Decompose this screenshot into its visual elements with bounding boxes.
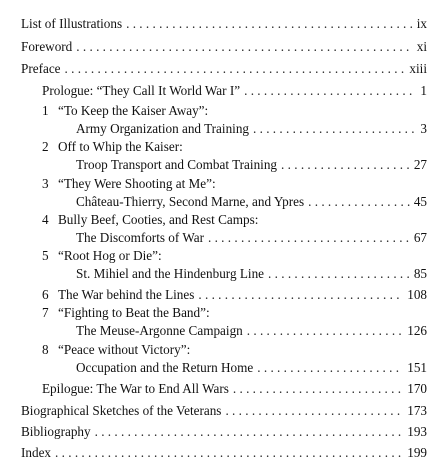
entry-title: List of Illustrations [21,16,123,31]
dot-leader [208,230,410,246]
entry-page: 3 [420,121,427,136]
entry-page: 193 [407,424,427,439]
chapter-number: 7 [42,305,49,320]
entry-page: 173 [407,403,427,418]
chapter-title-line1: “Peace without Victory”: [58,342,191,357]
chapter-number: 6 [42,287,49,302]
chapter-title-line2: St. Mihiel and the Hindenburg Line [76,266,265,281]
toc-entry-chapter-2[interactable] [0,139,448,173]
dot-leader [198,287,403,303]
entry-page: 67 [413,230,427,245]
dot-leader [253,121,416,137]
dot-leader [126,16,413,32]
chapter-title-line1: “To Keep the Kaiser Away”: [58,103,209,118]
chapter-title-line1: Bully Beef, Cooties, and Rest Camps: [58,212,259,227]
chapter-title-line2: The Discomforts of War [76,230,204,245]
toc-entry-chapter-3[interactable] [0,176,448,210]
entry-page: xiii [409,61,427,76]
entry-page: 85 [413,266,427,281]
entry-title: Foreword [21,39,73,54]
entry-page: 126 [407,323,427,338]
entry-page: 1 [420,83,427,98]
chapter-title-line1: “Root Hog or Die”: [58,248,162,263]
entry-page: 170 [407,381,427,396]
chapter-number: 1 [42,103,49,118]
entry-title: Preface [21,61,61,76]
entry-page: 27 [413,157,427,172]
toc-entry-chapter-1[interactable] [0,103,448,137]
chapter-title-line2: Troop Transport and Combat Training [76,157,278,172]
entry-page: ix [416,16,427,31]
toc-entry-chapter-7[interactable] [0,305,448,339]
chapter-title-line1: Off to Whip the Kaiser: [58,139,183,154]
entry-title: Index [21,445,52,460]
chapter-number: 2 [42,139,49,154]
chapter-title-line2: The Meuse-Argonne Campaign [76,323,243,338]
toc-entry-chapter-5[interactable] [0,248,448,282]
entry-title: Epilogue: The War to End All Wars [42,381,229,396]
dot-leader [95,424,404,440]
dot-leader [233,381,403,397]
toc-entry-chapter-4[interactable] [0,212,448,246]
entry-page: 151 [407,360,427,375]
dot-leader [247,323,403,339]
toc-entry-chapter-8[interactable] [0,342,448,376]
chapter-number: 4 [42,212,49,227]
chapter-number: 3 [42,176,49,191]
entry-title: Biographical Sketches of the Veterans [21,403,222,418]
dot-leader [65,61,406,77]
entry-title: Prologue: “They Call It World War I” [42,83,241,98]
entry-page: 45 [413,194,427,209]
chapter-title-line2: Army Organization and Training [76,121,250,136]
dot-leader [55,445,403,461]
dot-leader [257,360,403,376]
chapter-title-line2: Occupation and the Return Home [76,360,254,375]
dot-leader [281,157,410,173]
entry-page: 108 [407,287,427,302]
entry-page: xi [416,39,427,54]
entry-title: Bibliography [21,424,91,439]
chapter-title-line2: Château-Thierry, Second Marne, and Ypres [76,194,305,209]
entry-page: 199 [407,445,427,460]
chapter-title-line1: “Fighting to Beat the Band”: [58,305,210,320]
dot-leader [76,39,412,55]
dot-leader [244,83,416,99]
dot-leader [225,403,403,419]
chapter-title-line1: “They Were Shooting at Me”: [58,176,216,191]
dot-leader [308,194,410,210]
chapter-title-line1: The War behind the Lines [58,287,195,302]
chapter-number: 5 [42,248,49,263]
dot-leader [268,266,410,282]
chapter-number: 8 [42,342,49,357]
